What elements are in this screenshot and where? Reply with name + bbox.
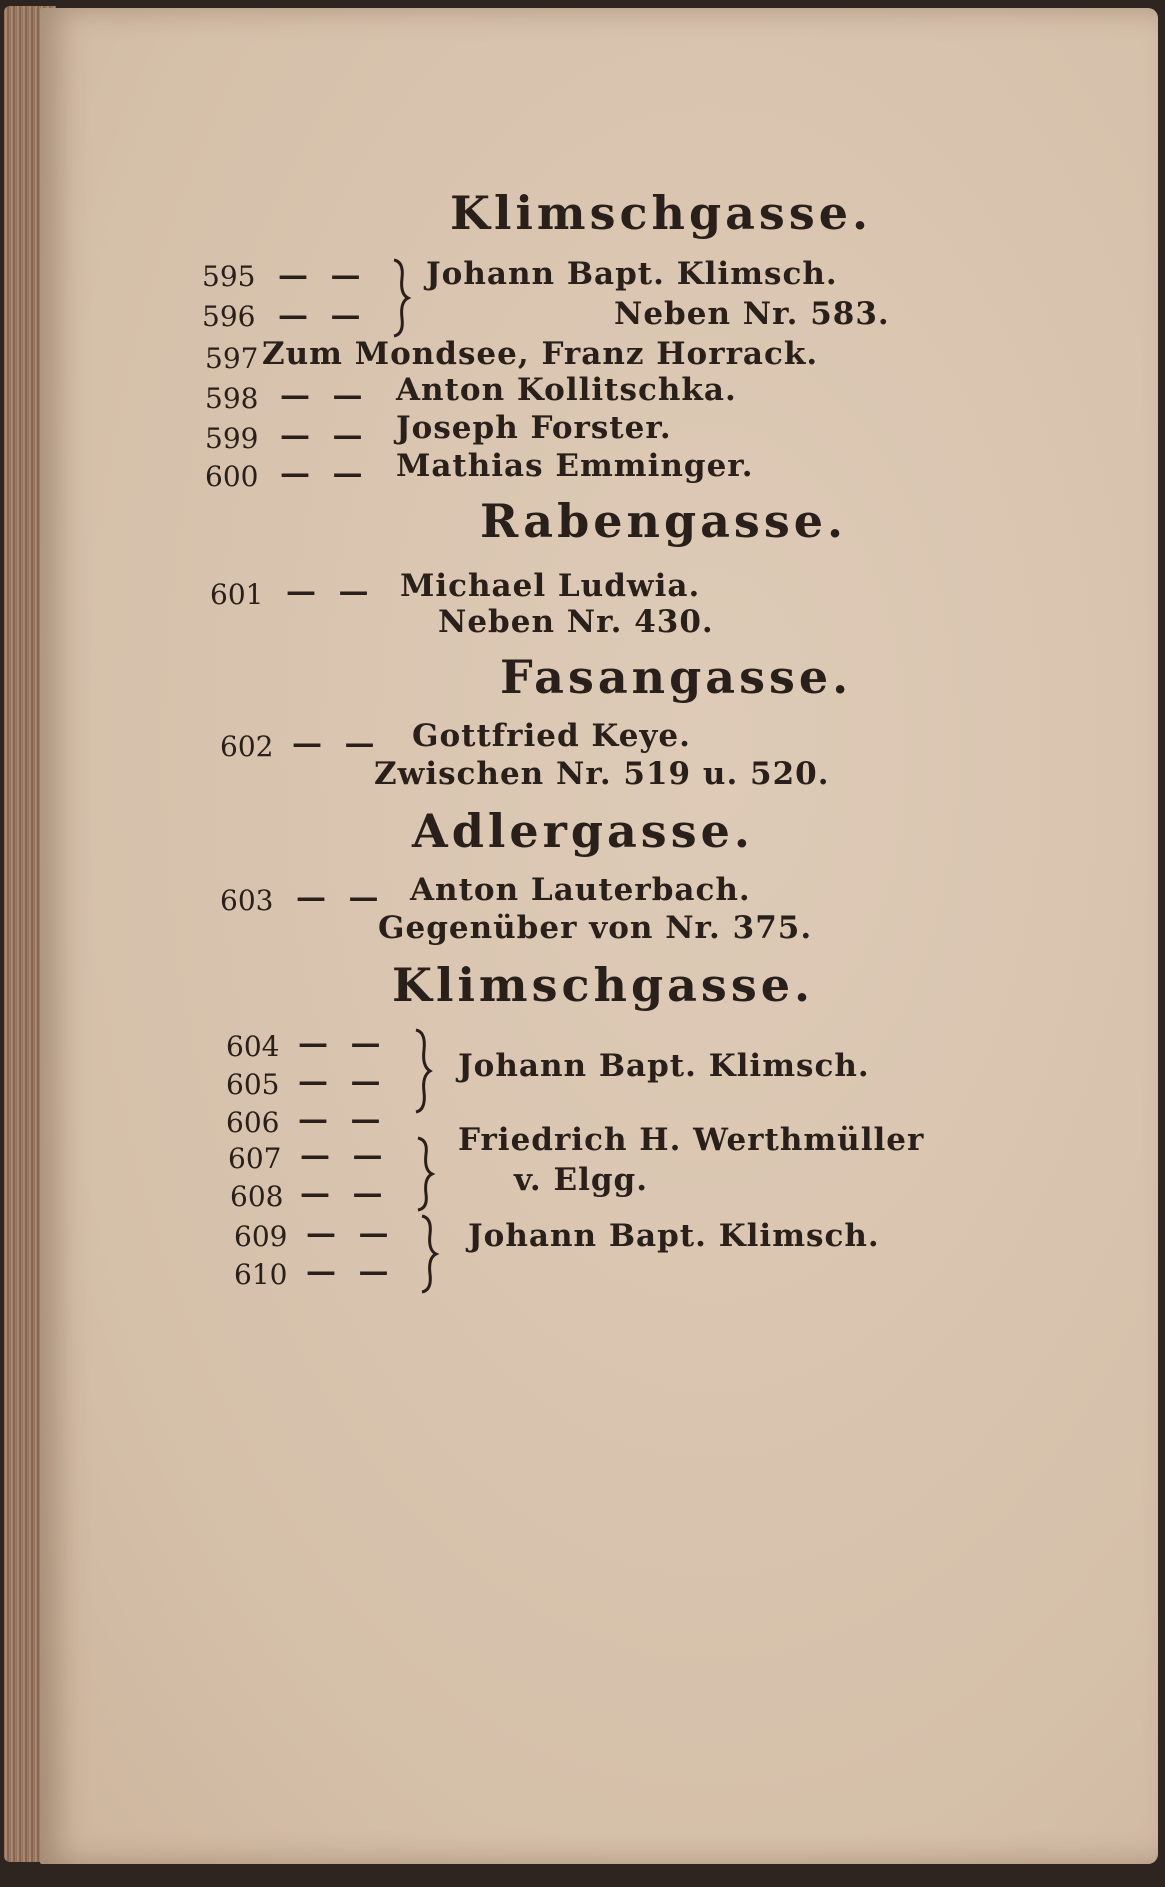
owner-name: Johann Bapt. Klimsch. [458,1048,870,1084]
location-note: Zwischen Nr. 519 u. 520. [374,756,830,792]
owner-name: Johann Bapt. Klimsch. [468,1218,880,1254]
section-title-rabengasse: Rabengasse. [480,494,848,548]
house-number: 605 [226,1068,280,1101]
dash: — — [298,1102,387,1137]
curly-brace [390,258,412,338]
page [40,8,1158,1864]
house-number: 606 [226,1106,280,1139]
dash: — — [300,1176,389,1211]
dash: — — [300,1138,389,1173]
section-title-fasangasse: Fasangasse. [500,650,853,704]
dash: — — [306,1216,395,1251]
house-number: 595 [202,260,256,293]
house-number: 599 [205,422,259,455]
owner-name-suffix: v. Elgg. [514,1162,649,1198]
dash: — — [278,258,367,293]
house-number: 608 [230,1180,284,1213]
dash: — — [286,574,375,609]
location-note: Neben Nr. 430. [438,604,714,640]
location-note: Neben Nr. 583. [614,296,890,332]
house-number: 607 [228,1142,282,1175]
dash: — — [278,298,367,333]
house-number: 609 [234,1220,288,1253]
dash: — — [296,880,385,915]
house-number: 603 [220,884,274,917]
owner-name: Joseph Forster. [396,410,672,446]
dash: — — [280,378,369,413]
owner-name: Mathias Emminger. [396,448,754,484]
house-number: 596 [202,300,256,333]
owner-name: Anton Kollitschka. [396,372,737,408]
location-note: Gegenüber von Nr. 375. [378,910,813,946]
dash: — — [280,418,369,453]
owner-name: Zum Mondsee, Franz Horrack. [262,336,819,372]
house-number: 602 [220,730,274,763]
house-number: 610 [234,1258,288,1291]
house-number: 601 [210,578,264,611]
curly-brace [418,1214,440,1294]
owner-name: Michael Ludwia. [400,568,701,604]
house-number: 598 [205,382,259,415]
section-title-adlergasse: Adlergasse. [412,804,754,858]
dash: — — [298,1064,387,1099]
house-number: 600 [205,460,259,493]
owner-name: Anton Lauterbach. [410,872,751,908]
owner-name: Gottfried Keye. [412,718,691,754]
owner-name: Johann Bapt. Klimsch. [426,256,838,292]
dash: — — [280,456,369,491]
dash: — — [298,1026,387,1061]
owner-name: Friedrich H. Werthmüller [458,1122,925,1158]
section-title-klimschgasse-2: Klimschgasse. [392,958,814,1012]
dash: — — [292,726,381,761]
house-number: 604 [226,1030,280,1063]
section-title-klimschgasse: Klimschgasse. [450,186,872,240]
house-number: 597 [205,342,259,375]
curly-brace [414,1136,436,1212]
curly-brace [412,1028,434,1114]
dash: — — [306,1254,395,1289]
